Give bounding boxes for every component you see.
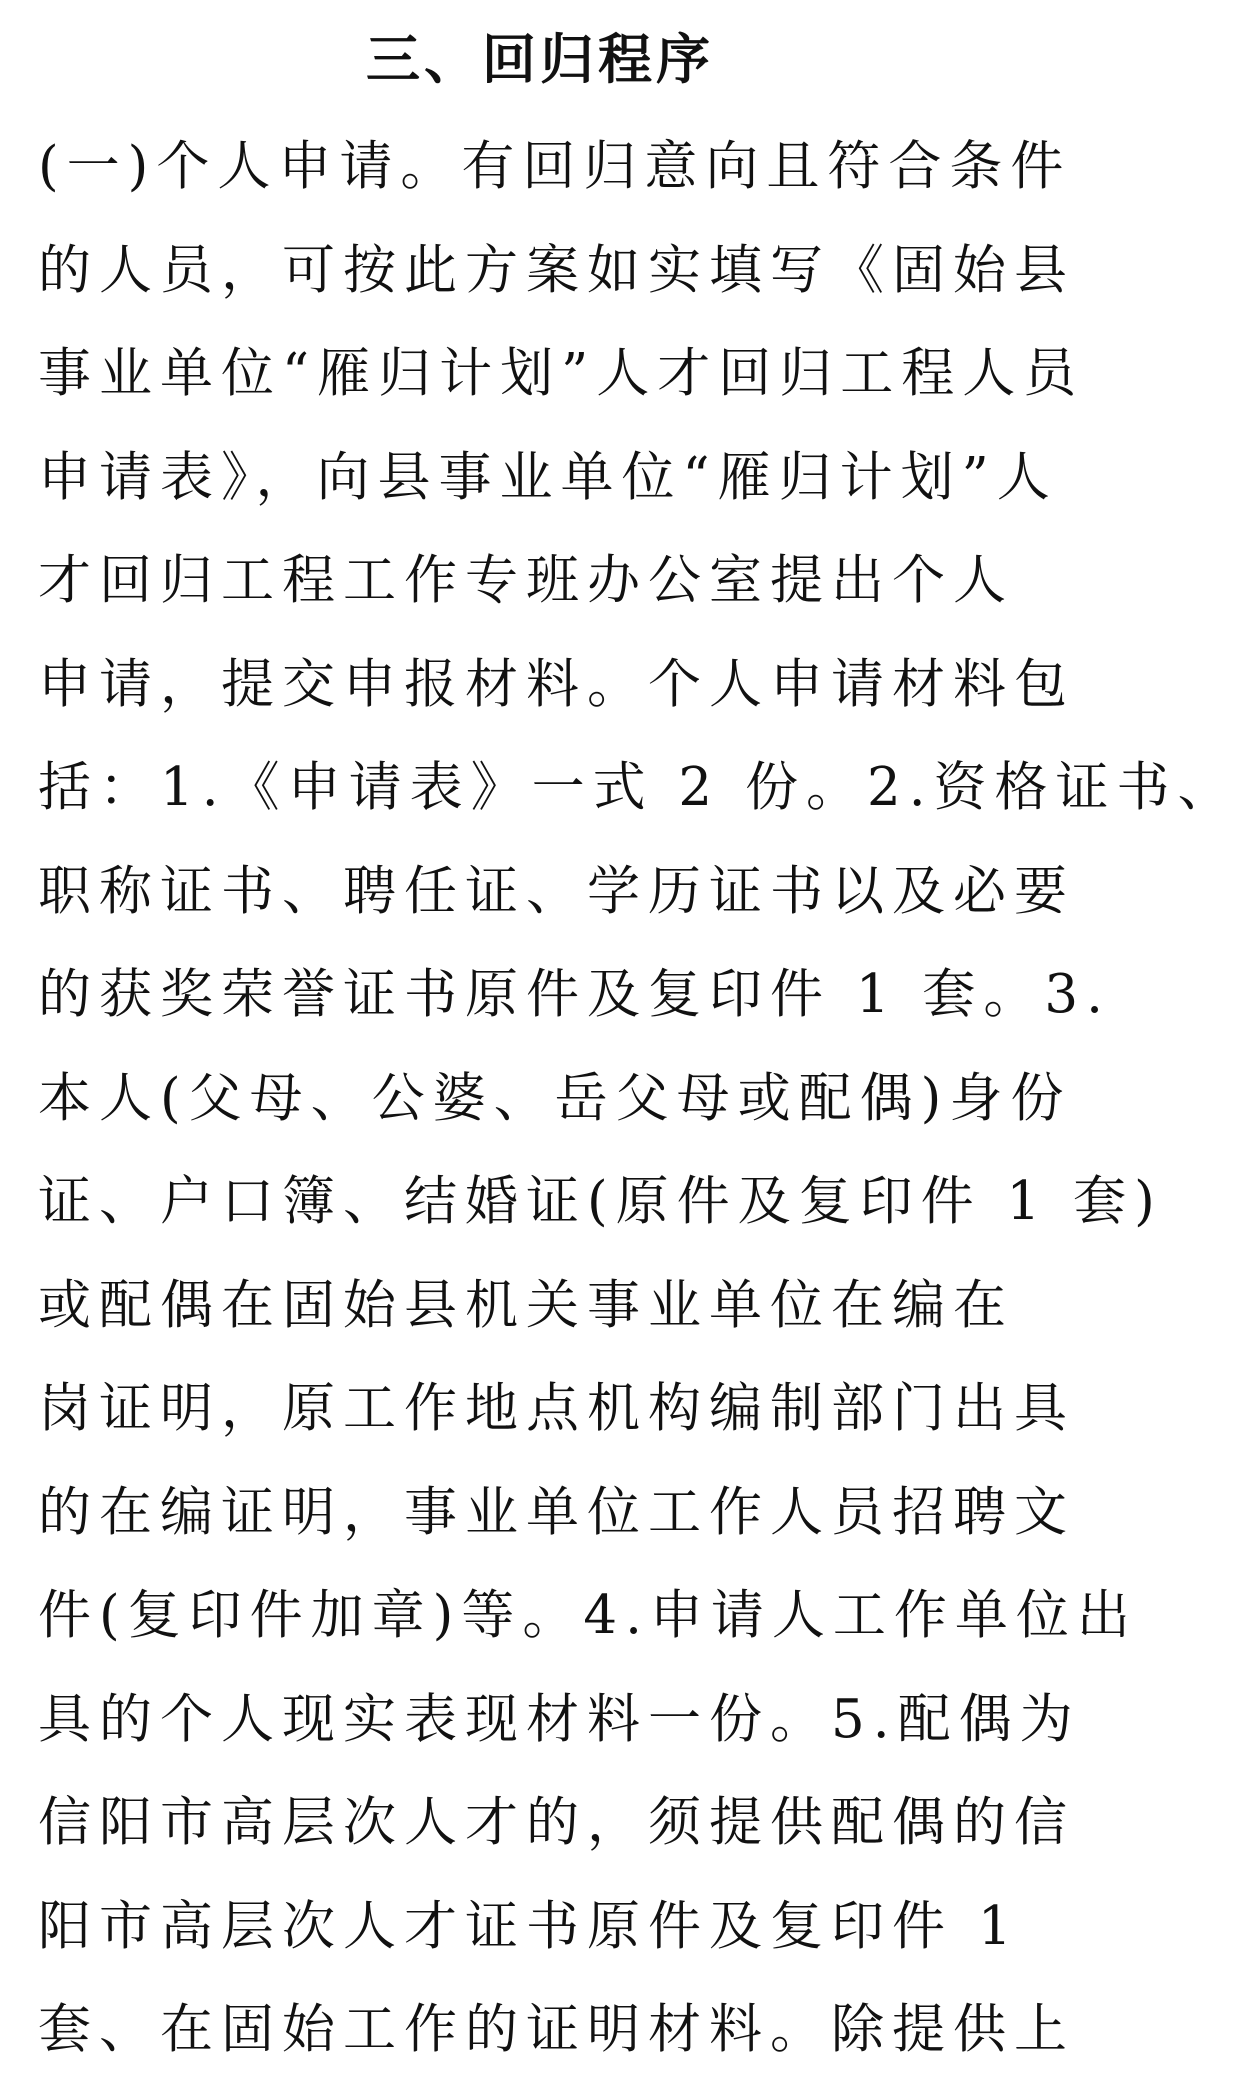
text-line: 证、户口簿、结婚证(原件及复印件 1 套)	[38, 1171, 1163, 1232]
text-line: 的人员，可按此方案如实填写《固始县	[38, 239, 1075, 301]
text-line: 套、在固始工作的证明材料。除提供上	[38, 1999, 1075, 2060]
text-line: 具的个人现实表现材料一份。5.配偶为	[38, 1688, 1081, 1750]
text-line: 括：1.《申请表》一式 2 份。2.资格证书、	[38, 757, 1239, 818]
text-line: 信阳市高层次人才的，须提供配偶的信	[38, 1792, 1075, 1853]
section-heading: 三、回归程序	[366, 28, 714, 91]
text-line: 职称证书、聘任证、学历证书以及必要	[38, 860, 1075, 922]
text-line: 件(复印件加章)等。4.申请人工作单位出	[38, 1585, 1138, 1646]
text-line: 本人(父母、公婆、岳父母或配偶)身份	[38, 1067, 1072, 1129]
text-line: 阳市高层次人才证书原件及复印件 1	[38, 1895, 1020, 1957]
body-paragraph	[38, 115, 1239, 2082]
text-line: (一)个人申请。有回归意向且符合条件	[38, 136, 1072, 197]
text-line: 申请表》，向县事业单位“雁归计划”人	[38, 446, 1058, 508]
text-line: 岗证明，原工作地点机构编制部门出具	[38, 1378, 1075, 1439]
text-line: 申请，提交申报材料。个人申请材料包	[38, 653, 1075, 715]
text-line: 的在编证明，事业单位工作人员招聘文	[38, 1481, 1075, 1543]
text-line: 或配偶在固始县机关事业单位在编在	[38, 1274, 1014, 1336]
text-line: 的获奖荣誉证书原件及复印件 1 套。3.	[38, 964, 1111, 1025]
text-line: 才回归工程工作专班办公室提出个人	[38, 550, 1014, 611]
text-line: 事业单位“雁归计划”人才回归工程人员	[38, 343, 1085, 404]
